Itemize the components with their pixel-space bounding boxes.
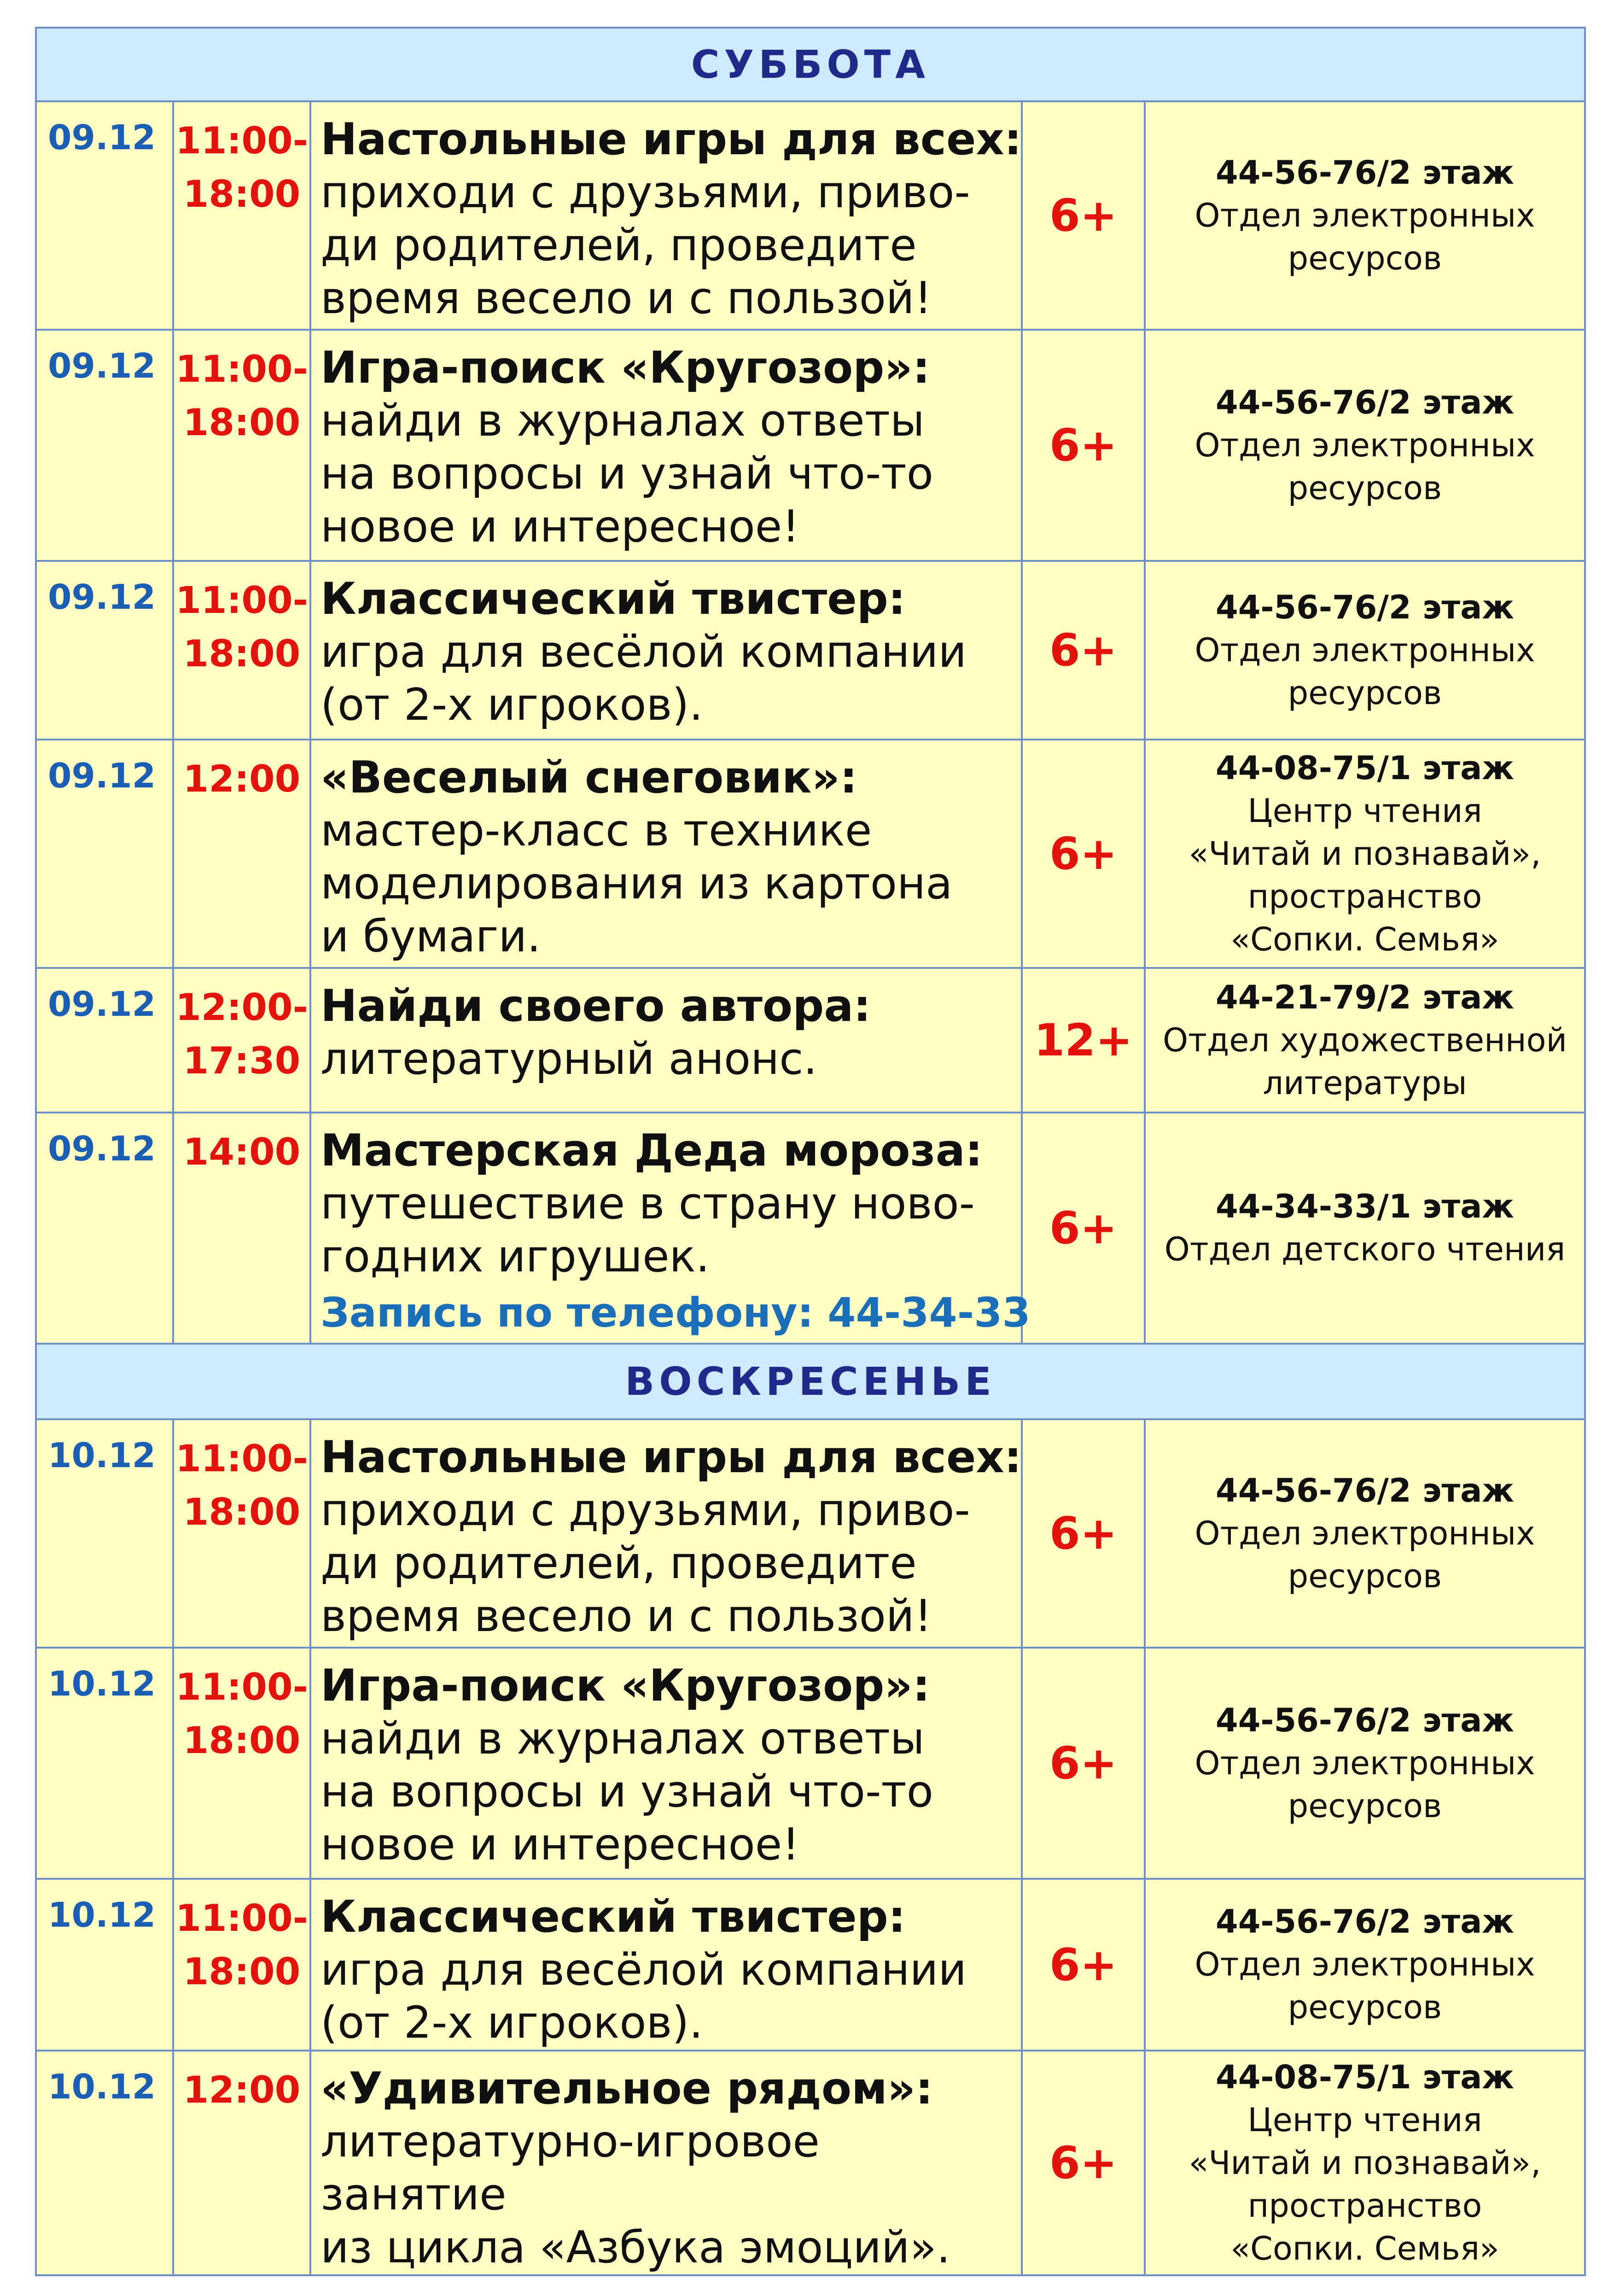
contact-department: Отдел электронных ресурсов	[1194, 426, 1535, 507]
age-rating: 6+	[1022, 1113, 1145, 1344]
age-rating: 6+	[1022, 1419, 1145, 1648]
event-date: 10.12	[36, 1879, 173, 2051]
event-row	[36, 968, 1585, 1113]
event-text: приходи с друзьями, приво- ди родителей, проведите время весело и с пользой!	[320, 1485, 970, 1642]
day-name: СУББОТА	[36, 28, 1585, 101]
event-title: Мастерская Деда мороза:	[320, 1125, 983, 1176]
event-contact	[1145, 740, 1585, 968]
contact-phone: 44-56-76/2 этаж	[1216, 1471, 1514, 1509]
event-title: «Веселый снеговик»:	[320, 752, 857, 803]
event-text: путешествие в страну ново- годних игрушек.	[320, 1178, 975, 1282]
event-row	[36, 101, 1585, 330]
event-date: 09.12	[36, 561, 173, 740]
event-description	[310, 1419, 1022, 1648]
contact-phone: 44-21-79/2 этаж	[1216, 978, 1514, 1016]
event-time: 11:00- 18:00	[173, 330, 310, 561]
contact-department: Отдел электронных ресурсов	[1194, 1744, 1535, 1825]
day-header-row	[36, 28, 1585, 101]
event-contact	[1145, 2051, 1585, 2275]
event-date: 10.12	[36, 1648, 173, 1879]
age-rating: 6+	[1022, 101, 1145, 330]
age-rating: 12+	[1022, 968, 1145, 1113]
event-title: Классический твистер:	[320, 574, 906, 624]
event-text: игра для весёлой компании (от 2-х игроков).	[320, 627, 967, 730]
event-title: Настольные игры для всех:	[320, 114, 1022, 165]
contact-department: Отдел электронных ресурсов	[1194, 631, 1535, 712]
event-time: 11:00- 18:00	[173, 561, 310, 740]
contact-department: Отдел электронных ресурсов	[1194, 196, 1535, 277]
contact-phone: 44-08-75/1 этаж	[1216, 2058, 1514, 2096]
event-time: 11:00- 18:00	[173, 101, 310, 330]
contact-phone: 44-56-76/2 этаж	[1216, 1701, 1514, 1739]
event-contact	[1145, 561, 1585, 740]
event-date: 09.12	[36, 101, 173, 330]
age-rating: 6+	[1022, 330, 1145, 561]
event-row	[36, 1648, 1585, 1879]
event-title: Найди своего автора:	[320, 981, 871, 1031]
event-text: игра для весёлой компании (от 2-х игроков).	[320, 1945, 967, 2048]
event-row	[36, 561, 1585, 740]
event-time: 12:00	[173, 740, 310, 968]
schedule-table	[35, 27, 1586, 2276]
event-description	[310, 968, 1022, 1113]
event-time: 14:00	[173, 1113, 310, 1344]
contact-phone: 44-34-33/1 этаж	[1216, 1188, 1514, 1225]
event-description	[310, 1113, 1031, 1344]
event-row	[36, 1113, 1585, 1344]
contact-department: Отдел электронных ресурсов	[1194, 1946, 1535, 2026]
event-time: 11:00- 18:00	[173, 1648, 310, 1879]
event-date: 10.12	[36, 2051, 173, 2275]
event-row	[36, 1879, 1585, 2051]
event-row	[36, 2051, 1585, 2275]
event-text: найди в журналах ответы на вопросы и узнай что-то новое и интересное!	[320, 396, 933, 552]
day-header-row	[36, 1344, 1585, 1419]
contact-department: Отдел художественной литературы	[1163, 1021, 1567, 1102]
event-title: Игра-поиск «Кругозор»:	[320, 1661, 930, 1711]
age-rating: 6+	[1022, 2051, 1145, 2275]
event-date: 09.12	[36, 1113, 173, 1344]
event-time: 12:00- 17:30	[173, 968, 310, 1113]
event-title: Классический твистер:	[320, 1892, 906, 1942]
event-text: литературный анонс.	[320, 1034, 817, 1084]
event-contact	[1145, 1419, 1585, 1648]
event-date: 09.12	[36, 330, 173, 561]
age-rating: 6+	[1022, 1879, 1145, 2051]
event-text: литературно-игровое занятие из цикла «Азбука эмоций».	[320, 2116, 950, 2273]
age-rating: 6+	[1022, 740, 1145, 968]
event-contact	[1145, 1879, 1585, 2051]
event-row	[36, 330, 1585, 561]
event-registration-note: Запись по телефону: 44-34-33	[320, 1289, 1031, 1336]
contact-department: Центр чтения «Читай и познавай», пространство «Сопки. Семья»	[1189, 2101, 1541, 2267]
event-text: мастер-класс в технике моделирования из картона и бумаги.	[320, 805, 953, 962]
event-contact	[1145, 1113, 1585, 1344]
event-date: 09.12	[36, 740, 173, 968]
contact-department: Отдел детского чтения	[1164, 1230, 1566, 1268]
schedule-body	[36, 28, 1585, 2275]
contact-department: Центр чтения «Читай и познавай», пространство «Сопки. Семья»	[1189, 792, 1541, 958]
age-rating: 6+	[1022, 561, 1145, 740]
day-name: ВОСКРЕСЕНЬЕ	[36, 1344, 1585, 1419]
event-description	[310, 1648, 1022, 1879]
event-row	[36, 1419, 1585, 1648]
event-contact	[1145, 101, 1585, 330]
event-date: 10.12	[36, 1419, 173, 1648]
event-title: Настольные игры для всех:	[320, 1432, 1022, 1483]
event-description	[310, 740, 1022, 968]
contact-phone: 44-56-76/2 этаж	[1216, 1903, 1514, 1941]
contact-phone: 44-56-76/2 этаж	[1216, 383, 1514, 421]
event-time: 12:00	[173, 2051, 310, 2275]
event-row	[36, 740, 1585, 968]
event-title: Игра-поиск «Кругозор»:	[320, 343, 930, 393]
event-title: «Удивительное рядом»:	[320, 2063, 933, 2114]
contact-department: Отдел электронных ресурсов	[1194, 1514, 1535, 1595]
event-description	[310, 2051, 1022, 2275]
event-description	[310, 1879, 1022, 2051]
event-time: 11:00- 18:00	[173, 1419, 310, 1648]
contact-phone: 44-08-75/1 этаж	[1216, 749, 1514, 787]
event-description	[310, 101, 1022, 330]
contact-phone: 44-56-76/2 этаж	[1216, 588, 1514, 626]
event-contact	[1145, 968, 1585, 1113]
event-description	[310, 330, 1022, 561]
event-contact	[1145, 1648, 1585, 1879]
contact-phone: 44-56-76/2 этаж	[1216, 153, 1514, 192]
event-description	[310, 561, 1022, 740]
age-rating: 6+	[1022, 1648, 1145, 1879]
event-time: 11:00- 18:00	[173, 1879, 310, 2051]
event-text: приходи с друзьями, приво- ди родителей, проведите время весело и с пользой!	[320, 167, 970, 324]
event-contact	[1145, 330, 1585, 561]
event-text: найди в журналах ответы на вопросы и узнай что-то новое и интересное!	[320, 1713, 933, 1870]
event-date: 09.12	[36, 968, 173, 1113]
